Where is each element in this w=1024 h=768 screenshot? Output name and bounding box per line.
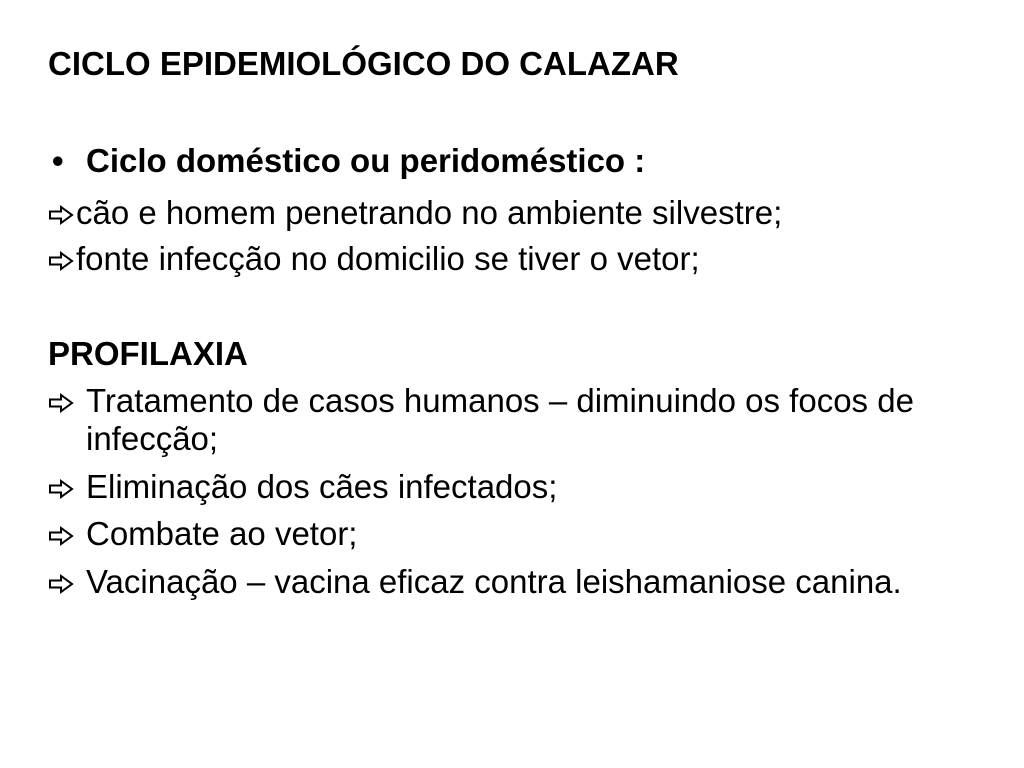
outline-right-arrow-icon	[48, 205, 74, 225]
cycle-item-text: fonte infecção no domicilio se tiver o vetor;	[76, 240, 700, 277]
outline-right-arrow-icon	[48, 526, 74, 546]
bullet-icon: •	[52, 142, 64, 179]
outline-right-arrow-icon	[48, 251, 74, 271]
prophylaxis-item-3	[48, 515, 978, 553]
prophylaxis-item-text: Tratamento de casos humanos – diminuindo os focos de infecção;	[86, 382, 914, 457]
cycle-item-2	[48, 240, 978, 278]
prophylaxis-heading: PROFILAXIA	[48, 335, 248, 372]
prophylaxis-item-2	[48, 468, 978, 506]
outline-right-arrow-icon	[48, 574, 74, 594]
prophylaxis-item-1	[48, 382, 978, 458]
cycle-heading-row	[52, 141, 645, 181]
cycle-heading: Ciclo doméstico ou peridoméstico :	[86, 142, 646, 179]
outline-right-arrow-icon	[48, 393, 74, 413]
cycle-item-text: cão e homem penetrando no ambiente silvestre;	[76, 194, 783, 231]
cycle-item-1	[48, 194, 978, 232]
prophylaxis-item-text: Combate ao vetor;	[86, 515, 358, 552]
outline-right-arrow-icon	[48, 479, 74, 499]
slide-title: CICLO EPIDEMIOLÓGICO DO CALAZAR	[48, 45, 679, 82]
prophylaxis-item-text: Eliminação dos cães infectados;	[86, 468, 558, 505]
prophylaxis-item-4	[48, 563, 978, 601]
prophylaxis-item-text: Vacinação – vacina eficaz contra leishamaniose canina.	[86, 563, 902, 600]
